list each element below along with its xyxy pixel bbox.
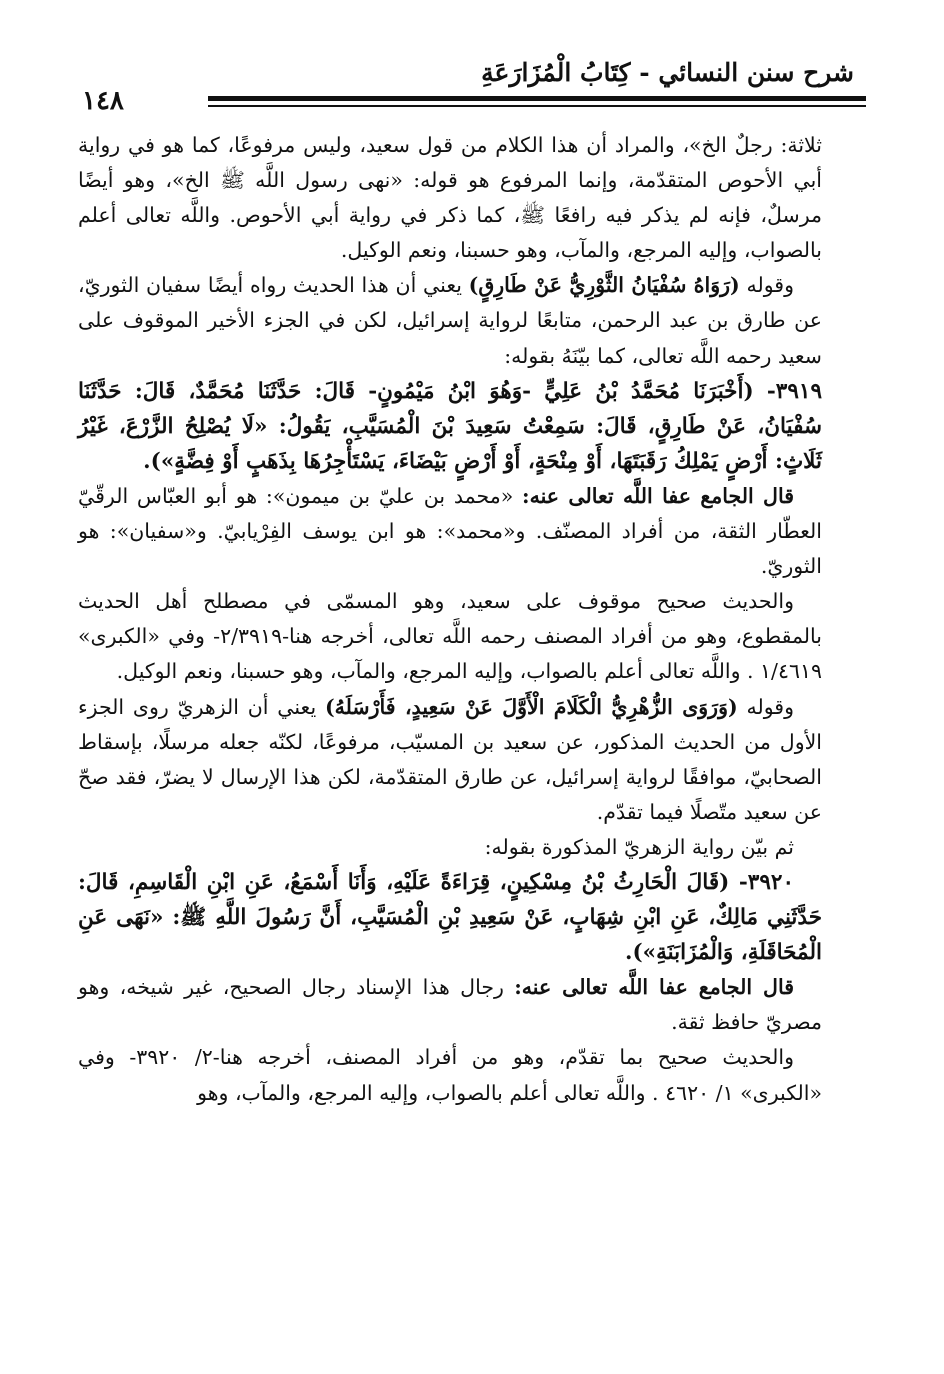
page-number: ١٤٨: [82, 86, 124, 116]
text-paragraph: [78, 268, 822, 373]
text-paragraph: [78, 970, 822, 1040]
text-paragraph: [78, 479, 822, 584]
page-header: [78, 50, 866, 128]
header-rule-thick: [208, 96, 866, 101]
text-segment: وقوله: [739, 273, 794, 298]
header-rule-thin: [208, 105, 866, 107]
bold-text-segment: قال الجامع عفا اللَّه تعالى عنه:: [514, 975, 794, 1000]
text-paragraph: [78, 690, 822, 830]
text-segment: ثلاثة: رجلٌ الخ»، والمراد أن هذا الكلام من قول سعيد، وليس مرفوعًا، كما هو في رواية أبي الأحوص المتقدّمة، وإنما المرفوع هو قوله: «نهى رسول اللَّه ﷺ الخ»، وهو أيضًا مرسلٌ، فإنه لم يذكر فيه رافعًا ﷺ، كما ذكر في رواية أبي الأحوص. واللَّه تعالى أعلم بالصواب، وإليه المرجع، والمآب، وهو حسبنا، ونعم الوكيل.: [78, 133, 822, 263]
bold-text-segment: ٣٩٢٠- (قَالَ الْحَارِثُ بْنُ مِسْكِينٍ، قِرَاءَةً عَلَيْهِ، وَأَنَا أَسْمَعُ، عَنِ ابْنِ الْقَاسِمِ، قَالَ: حَدَّثَنِي مَالِكٌ، عَنِ ابْنِ شِهَابٍ، عَنْ سَعِيدِ بْنِ الْمُسَيَّبِ، أَنَّ رَسُولَ اللَّهِ ﷺ: «نَهَى عَنِ الْمُحَاقَلَةِ، وَالْمُزَابَنَةِ»).: [78, 869, 822, 966]
text-segment: وقوله: [737, 694, 794, 719]
text-segment: والحديث صحيح موقوف على سعيد، وهو المسمّى في مصطلح أهل الحديث بالمقطوع، وهو من أفراد المصنف رحمه اللَّه تعالى، أخرجه هنا-٢/٣٩١٩- وفي «الكبرى» ١/٤٦١٩ . واللَّه تعالى أعلم بالصواب، وإليه المرجع، والمآب، وهو حسبنا، ونعم الوكيل.: [78, 589, 822, 684]
hadith-paragraph: [78, 865, 822, 970]
running-title: شرح سنن النسائي - كِتَابُ الْمُزَارَعَةِ: [481, 58, 854, 87]
text-segment: يعني أن هذا الحديث رواه أيضًا سفيان الثوريّ، عن طارق بن عبد الرحمن، متابعًا لرواية إسرائيل، لكن في الجزء الأخير الموقوف على سعيد رحمه اللَّه تعالى، كما بيّنَهُ بقوله:: [78, 273, 822, 368]
hadith-paragraph: [78, 374, 822, 479]
bold-text-segment: (وَرَوَى الزُّهْرِيُّ الْكَلَامَ الْأَوَّلَ عَنْ سَعِيدٍ، فَأَرْسَلَهُ): [324, 694, 738, 719]
text-paragraph: [78, 584, 822, 689]
text-segment: يعني أن الزهريّ روى الجزء الأول من الحديث المذكور، عن سعيد بن المسيّب، مرفوعًا، لكنّه جعله مرسلًا، بإسقاط الصحابيّ، موافقًا لرواية إسرائيل، عن طارق المتقدّمة، لكن هذا الإرسال لا يضرّ، فقد صحّ عن سعيد متّصلًا فيما تقدّم.: [78, 694, 822, 824]
text-paragraph: [78, 128, 822, 268]
text-segment: «محمد بن عليّ بن ميمون»: هو أبو العبّاس الرقّيّ العطّار الثقة، من أفراد المصنّف. و«محمد»: هو ابن يوسف الفِرْيابيّ. و«سفيان»: هو الثوريّ.: [78, 483, 822, 579]
text-paragraph: [78, 1040, 822, 1110]
text-paragraph: [78, 830, 822, 865]
bold-text-segment: ٣٩١٩- (أَخْبَرَنَا مُحَمَّدُ بْنُ عَلِيٍّ -وَهُوَ ابْنُ مَيْمُونٍ- قَالَ: حَدَّثَنَا مُحَمَّدٌ، قَالَ: حَدَّثَنَا سُفْيَانُ، عَنْ طَارِقٍ، قَالَ: سَمِعْتُ سَعِيدَ بْنَ الْمُسَيَّبِ، يَقُولُ: «لَا يُصْلِحُ الزَّرْعَ، غَيْرُ ثَلَاثٍ: أَرْضٍ يَمْلِكُ رَقَبَتَهَا، أَوْ مِنْحَةٍ، أَوْ أَرْضٍ بَيْضَاءَ، يَسْتَأْجِرُهَا بِذَهَبٍ أَوْ فِضَّةٍ»).: [78, 378, 822, 474]
text-segment: والحديث صحيح بما تقدّم، وهو من أفراد المصنف، أخرجه هنا-٢/ ٣٩٢٠- وفي «الكبرى» ١/ ٤٦٢٠ . واللَّه تعالى أعلم بالصواب، وإليه المرجع، والمآب، وهو: [78, 1045, 822, 1105]
text-segment: رجال هذا الإسناد رجال الصحيح، غير شيخه، وهو مصريّ حافظ ثقة.: [78, 975, 822, 1035]
bold-text-segment: (رَوَاهُ سُفْيَانُ الثَّوْرِيُّ عَنْ طَارِقٍ): [468, 273, 740, 298]
page-body: [78, 128, 822, 1111]
text-segment: ثم بيّن رواية الزهريّ المذكورة بقوله:: [484, 834, 794, 859]
bold-text-segment: قال الجامع عفا اللَّه تعالى عنه:: [522, 483, 794, 508]
